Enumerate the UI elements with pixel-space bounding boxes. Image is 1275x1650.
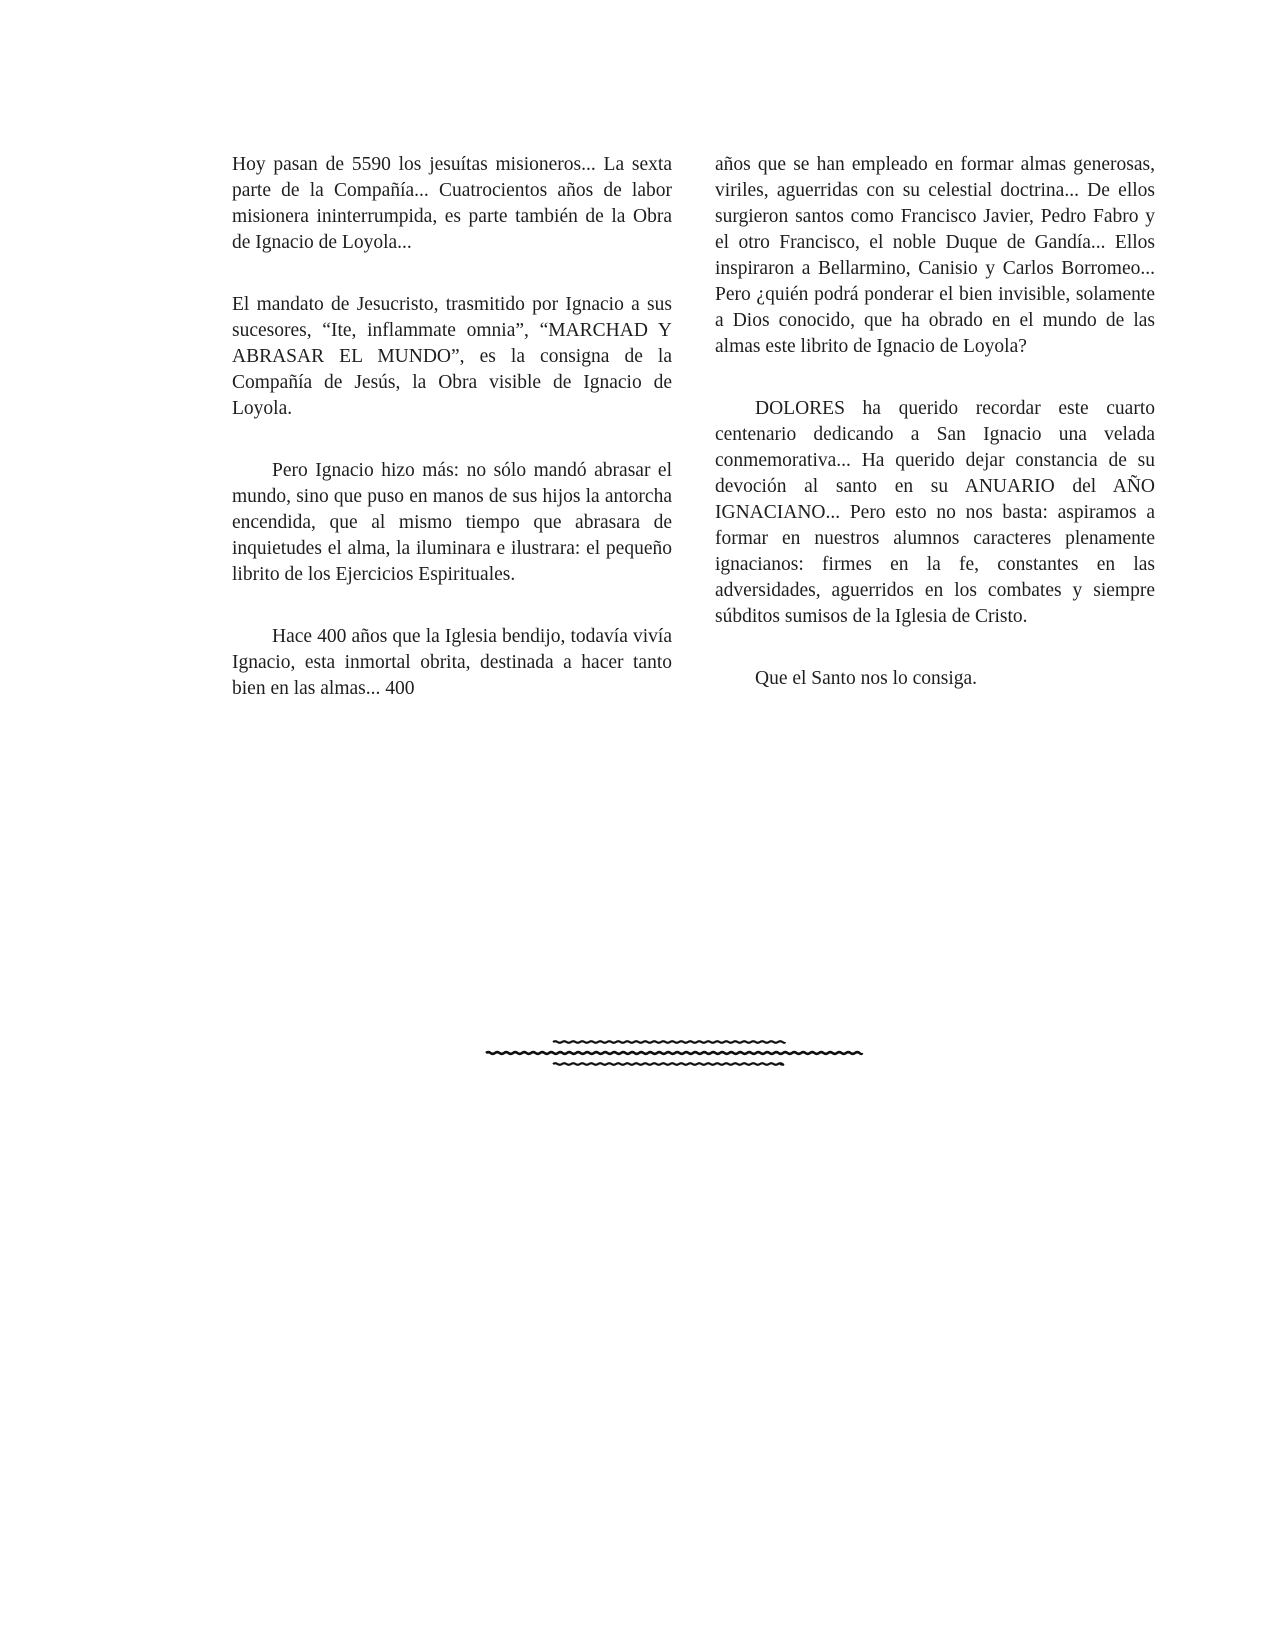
left-paragraph-4: Hace 400 años que la Iglesia bendijo, todavía vivía Ignacio, esta inmortal obrita, destinada a hacer tanto bien en las almas... 400 [232,626,672,699]
ornament-wave-top [553,1041,785,1043]
wavy-line-ornament [480,1034,900,1074]
left-paragraph-3: Pero Ignacio hizo más: no sólo mandó abrasar el mundo, sino que puso en manos de sus hijos la antorcha encendida, que al mismo tiempo que abrasara de inquietudes el alma, la iluminara e ilustrara: el pequeño librito de los Ejercicios Espirituales. [232,460,672,585]
right-paragraph-1: años que se han empleado en formar almas generosas, viriles, aguerridas con su celestial doctrina... De ellos surgieron santos como Francisco Javier, Pedro Fabro y el otro Francisco, el noble Duque de Gandía... Ellos inspiraron a Bellarmino, Canisio y Carlos Borromeo... Pero ¿quién podrá ponderar el bien invisible, solamente a Dios conocido, que ha obrado en el mundo de las almas este librito de Ignacio de Loyola? [715,154,1155,357]
left-paragraph-2: El mandato de Jesucristo, trasmitido por Ignacio a sus sucesores, “Ite, inflammate omnia”, “MARCHAD Y ABRASAR EL MUNDO”, es la consigna de la Compañía de Jesús, la Obra visible de Ignacio de Loyola. [232,294,672,419]
ornament-wave-bottom [553,1063,783,1065]
right-paragraph-3: Que el Santo nos lo consiga. [755,668,978,689]
left-paragraph-1: Hoy pasan de 5590 los jesuítas misioneros... La sexta parte de la Compañía... Cuatrocientos años de labor misionera ininterrumpida, es parte también de la Obra de Ignacio de Loyola... [232,154,672,253]
left-column [232,152,672,738]
right-paragraph-2: DOLORES ha querido recordar este cuarto centenario dedicando a San Ignacio una velada conmemorativa... Ha querido dejar constancia de su devoción al santo en su ANUARIO del AÑO IGNACIANO... Pero esto no nos basta: aspiramos a formar en nuestros alumnos caracteres plenamente ignacianos: firmes en la fe, constantes en las adversidades, aguerridos en los combates y siempre súbditos sumisos de la Iglesia de Cristo. [715,398,1155,627]
ornament-wave-middle [486,1052,862,1054]
right-column [715,152,1155,728]
